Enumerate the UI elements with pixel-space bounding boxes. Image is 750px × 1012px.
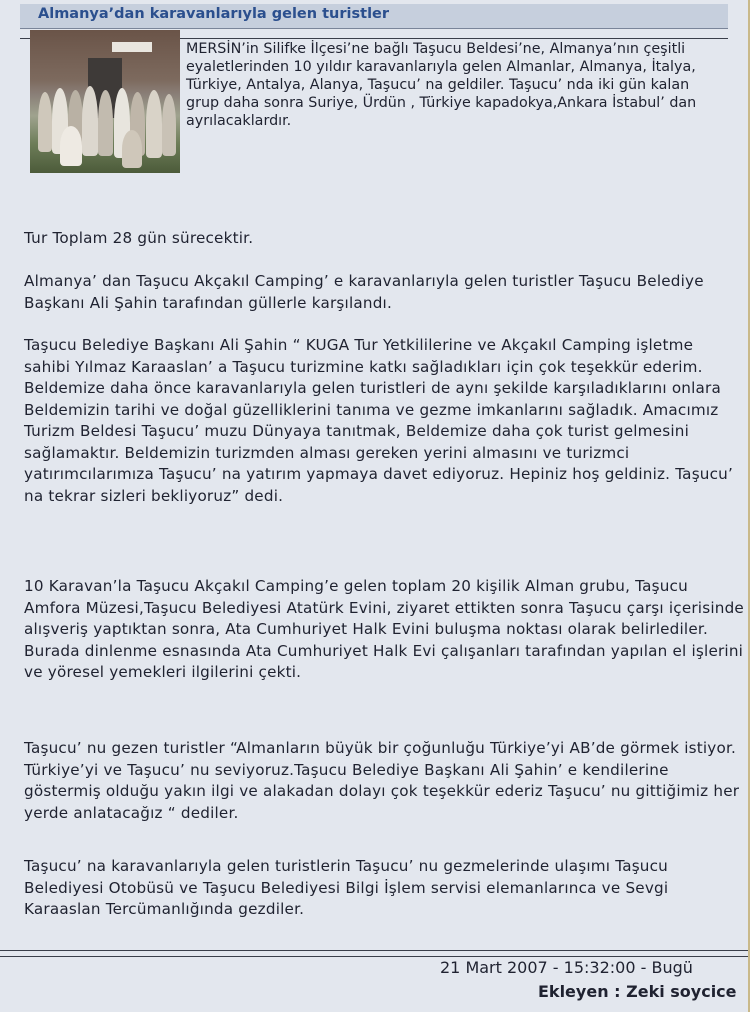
group-photo: [30, 30, 180, 173]
tourist-figure: [146, 90, 162, 158]
tourist-figure: [38, 92, 52, 152]
paragraph-2: Almanya’ dan Taşucu Akçakıl Camping’ e karavanlarıyla gelen turistler Taşucu Belediye Başkanı Ali Şahin tarafından güllerle karşılandı.: [24, 272, 704, 312]
footer-divider: [0, 950, 748, 951]
tourist-figure: [60, 126, 82, 166]
paragraph-6: Taşucu’ na karavanlarıyla gelen turistlerin Taşucu’ nu gezmelerinde ulaşımı Taşucu Belediyesi Otobüsü ve Taşucu Belediyesi Bilgi İşlem servisi elemanlarınca ve Sevgi Karaaslan Tercümanlığında gezdiler.: [24, 857, 669, 918]
tourist-figure: [98, 90, 113, 156]
article-lead: MERSİN’in Silifke İlçesi’ne bağlı Taşucu Beldesi’ne, Almanya’nın çeşitli eyaletlerinden 10 yıldır karavanlarıyla gelen Almanlar, Almanya, İtalya, Türkiye, Antalya, Alanya, Taşucu’ na geldiler. Taşucu’ nda iki gün kalan grup daha sonra Suriye, Ürdün , Türkiye kapadokya,Ankara İstabul’ dan ayrılacaklardır.: [186, 41, 697, 129]
paragraph-3: Taşucu Belediye Başkanı Ali Şahin “ KUGA Tur Yetkililerine ve Akçakıl Camping işletme sahibi Yılmaz Karaaslan’ a Taşucu turizmine katkı sağladıkları için çok teşekkür ederim. Beldemize daha önce karavanlarıyla gelen turistleri de aynı şekilde karşıladıklarını onlara Beldemizin tarihi ve doğal güzelliklerini tanıma ve gezme imkanlarını sağladık. Amacımız Turizm Beldesi Taşucu’ muzu Dünyaya tanıtmak, Beldemize daha çok turist gelmesini sağlamaktır. Beldemizin turizmden alması gereken yerini almasını ve turizmci yatırımcılarımıza Taşucu’ na yatırım yapmaya davet ediyoruz. Hepiniz hoş geldiniz. Taşucu’ na tekrar sizleri bekliyoruz” dedi.: [24, 336, 734, 505]
building-sign: [112, 42, 152, 52]
paragraph-1: Tur Toplam 28 gün sürecektir.: [24, 229, 254, 247]
article-headline: Almanya’dan karavanlarıyla gelen turistler: [38, 6, 390, 22]
tourist-figure: [162, 94, 176, 156]
paragraph-5: Taşucu’ nu gezen turistler “Almanların büyük bir çoğunluğu Türkiye’yi AB’de görmek istiyor. Türkiye’yi ve Taşucu’ nu seviyoruz.Taşucu Belediye Başkanı Ali Şahin’ e kendilerine göstermiş olduğu yakın ilgi ve alakadan dolayı çok teşekkür ederiz Taşucu’ nu gittiğimiz her yerde anlatacağız “ dediler.: [24, 739, 740, 822]
tourist-figure: [82, 86, 98, 156]
paragraph-4: 10 Karavan’la Taşucu Akçakıl Camping’e gelen toplam 20 kişilik Alman grubu, Taşucu Amfora Müzesi,Taşucu Belediyesi Atatürk Evini, ziyaret ettikten sonra Taşucu çarşı içerisinde alışveriş yaptıktan sonra, Ata Cumhuriyet Halk Evini buluşma noktası olarak belirlediler. Burada dinlenme esnasında Ata Cumhuriyet Halk Evi çalışanları tarafından yapılan el işlerini ve yöresel yemekleri ilgilerini çekti.: [24, 577, 744, 681]
footer-divider-secondary: [0, 956, 748, 957]
author-credit: Ekleyen : Zeki soycice: [538, 982, 737, 1001]
publication-date: 21 Mart 2007 - 15:32:00 - Bugü: [440, 958, 693, 977]
tourist-figure: [122, 130, 142, 168]
